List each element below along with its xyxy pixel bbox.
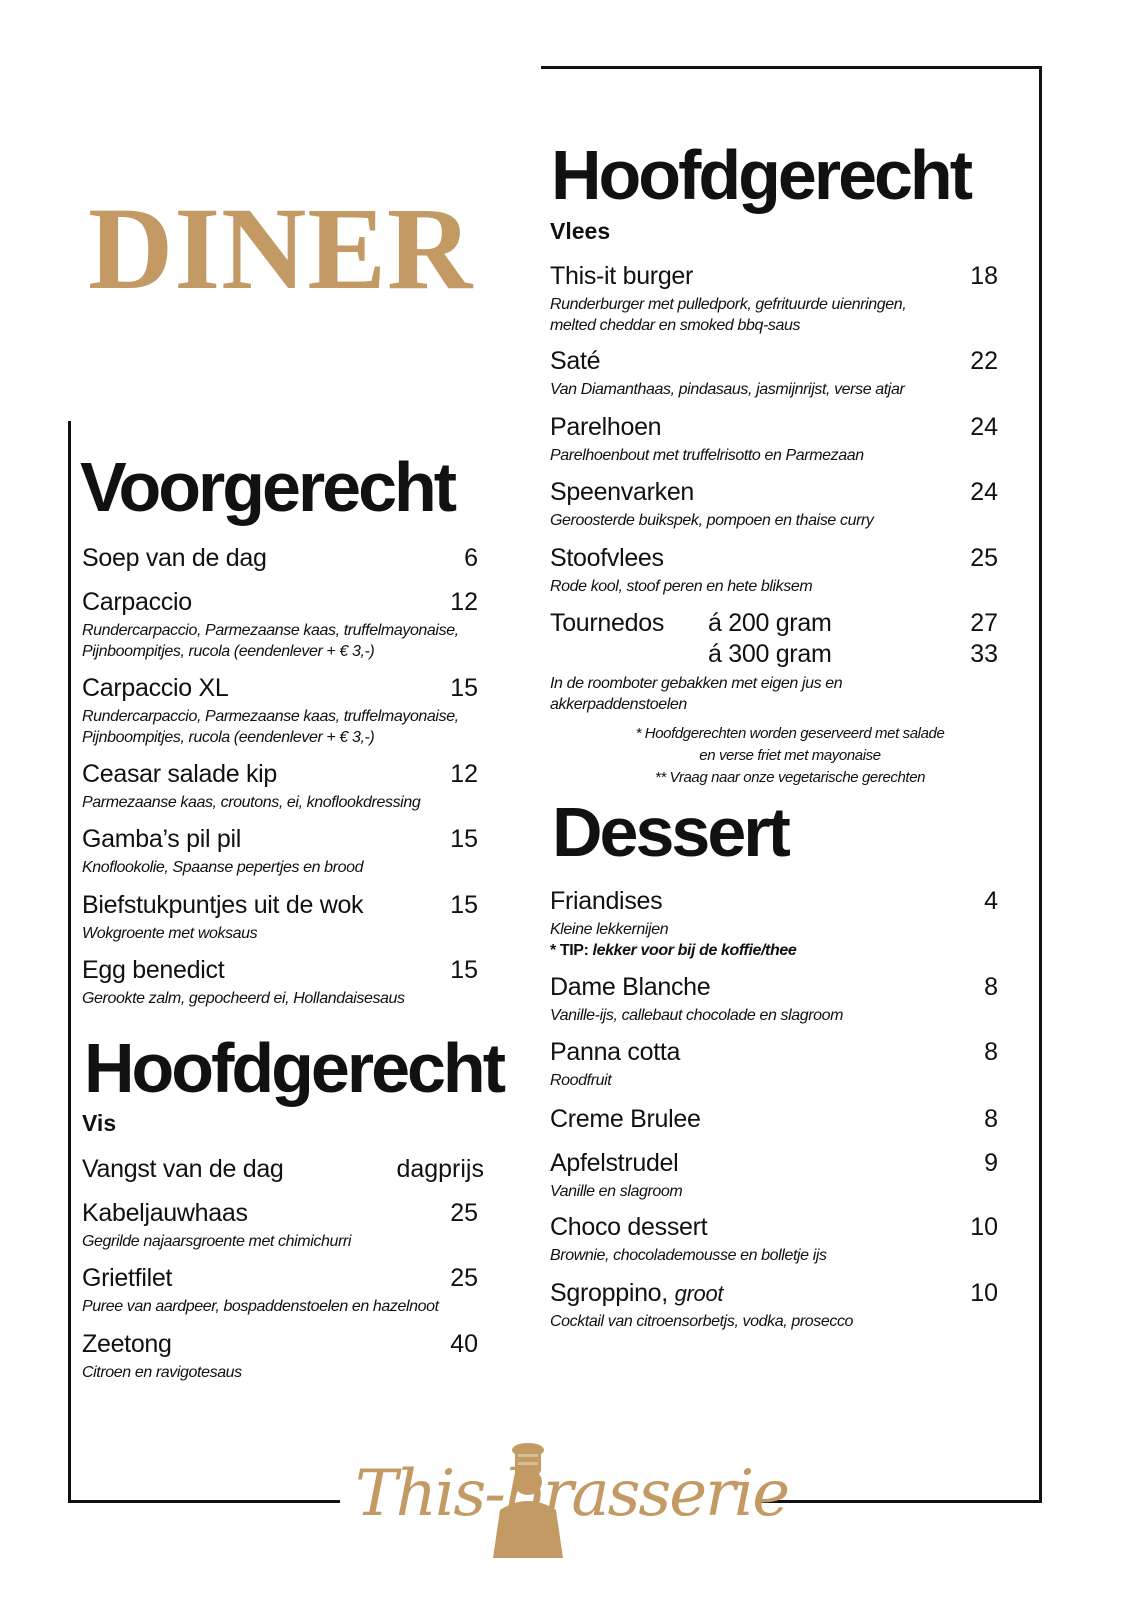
item-price: 12 <box>450 588 478 616</box>
item-price: 15 <box>450 891 478 919</box>
item-price: 12 <box>450 760 478 788</box>
item-description-line: Kleine lekkernijen <box>550 921 669 938</box>
frame-right-top-line <box>541 66 1042 69</box>
menu-item-grietfilet <box>82 1266 480 1317</box>
item-description-line: Pijnboompitjes, rucola (eendenlever + € 3,-) <box>82 643 375 660</box>
item-description <box>550 294 1000 336</box>
item-name: Soep van de dag <box>82 544 267 572</box>
logo-text: This-brasserie <box>355 1457 789 1531</box>
tournedos-option-200: á 200 gram <box>708 609 832 637</box>
tip-text: lekker voor bij de koffie/thee <box>592 942 797 959</box>
item-description: Gegrilde najaarsgroente met chimichurri <box>82 1233 351 1250</box>
menu-item-panna-cotta <box>550 1040 1000 1091</box>
item-tip-line <box>550 940 1000 961</box>
item-price: 6 <box>464 544 478 572</box>
item-description-line: Rundercarpaccio, Parmezaanse kaas, truffelmayonaise, <box>82 708 459 725</box>
item-price: 9 <box>984 1149 998 1177</box>
item-price: dagprijs <box>396 1155 484 1183</box>
item-description-line: akkerpaddenstoelen <box>550 696 687 713</box>
item-price: 10 <box>970 1279 998 1307</box>
item-description-line: Pijnboompitjes, rucola (eendenlever + € 3,-) <box>82 729 375 746</box>
menu-item-choco-dessert <box>550 1215 1000 1266</box>
item-price: 15 <box>450 956 478 984</box>
item-name: Kabeljauwhaas <box>82 1199 248 1227</box>
item-price: 25 <box>970 544 998 572</box>
item-description <box>82 706 480 748</box>
item-description: Parmezaanse kaas, croutons, ei, knoflookdressing <box>82 794 421 811</box>
item-price: 8 <box>984 1038 998 1066</box>
dessert-title: Dessert <box>552 793 788 871</box>
note-line: ** Vraag naar onze vegetarische gerechten <box>654 769 926 786</box>
item-description <box>550 673 842 715</box>
item-name: Carpaccio XL <box>82 674 229 702</box>
voorgerecht-title: Voorgerecht <box>80 448 455 526</box>
item-price: 40 <box>450 1330 478 1358</box>
menu-item-egg-benedict <box>82 958 480 1009</box>
menu-item-tournedos <box>550 611 1000 711</box>
item-description-line: In de roomboter gebakken met eigen jus en <box>550 675 843 692</box>
item-name: Vangst van de dag <box>82 1155 284 1183</box>
item-price: 15 <box>450 825 478 853</box>
menu-item-this-it-burger <box>550 264 1000 336</box>
menu-item-soep <box>82 546 480 571</box>
item-description-line: Rundercarpaccio, Parmezaanse kaas, truffelmayonaise, <box>82 622 459 639</box>
tournedos-option-300: á 300 gram <box>708 640 832 668</box>
tournedos-price-200: 27 <box>970 609 998 637</box>
tip-prefix: * TIP: <box>550 942 593 959</box>
item-price: 15 <box>450 674 478 702</box>
item-description: Citroen en ravigotesaus <box>82 1364 242 1381</box>
item-description: Vanille en slagroom <box>550 1183 683 1200</box>
item-name: Panna cotta <box>550 1038 681 1066</box>
menu-item-kabeljauwhaas <box>82 1201 480 1252</box>
menu-item-creme-brulee <box>550 1107 1000 1132</box>
item-name: Zeetong <box>82 1330 172 1358</box>
menu-item-ceasar-salade <box>82 762 480 813</box>
menu-item-apfelstrudel <box>550 1151 1000 1202</box>
item-description: Geroosterde buikspek, pompoen en thaise curry <box>550 512 874 529</box>
item-name: Saté <box>550 347 601 375</box>
item-name: Apfelstrudel <box>550 1149 679 1177</box>
hoofdgerecht-vlees-title: Hoofdgerecht <box>551 136 970 214</box>
item-name: Friandises <box>550 887 663 915</box>
item-name <box>550 1281 1000 1306</box>
item-description <box>550 919 1000 961</box>
item-name: Egg benedict <box>82 956 225 984</box>
item-price: 24 <box>970 413 998 441</box>
item-description: Parelhoenbout met truffelrisotto en Parmezaan <box>550 447 864 464</box>
menu-item-gambas <box>82 827 480 878</box>
item-description: Van Diamanthaas, pindasaus, jasmijnrijst, verse atjar <box>550 381 905 398</box>
item-name: Dame Blanche <box>550 973 711 1001</box>
item-name: Parelhoen <box>550 413 662 441</box>
menu-item-sgroppino <box>550 1281 1000 1332</box>
item-description: Vanille-ijs, callebaut chocolade en slagroom <box>550 1007 844 1024</box>
item-name: Stoofvlees <box>550 544 664 572</box>
frame-bottom-right-line <box>758 1500 1042 1503</box>
menu-item-vangst <box>82 1157 484 1182</box>
item-name: Choco dessert <box>550 1213 708 1241</box>
item-description: Cocktail van citroensorbetjs, vodka, prosecco <box>550 1313 854 1330</box>
item-name: Gamba’s pil pil <box>82 825 242 853</box>
menu-item-speenvarken <box>550 480 1000 531</box>
page-title: DINER <box>88 183 474 314</box>
item-name: Ceasar salade kip <box>82 760 278 788</box>
item-price: 10 <box>970 1213 998 1241</box>
frame-right-line <box>1039 66 1042 1503</box>
item-name: This-it burger <box>550 262 694 290</box>
note-line: * Hoofdgerechten worden geserveerd met salade <box>635 725 945 742</box>
menu-item-friandises <box>550 889 1000 961</box>
item-name-main: Sgroppino, <box>550 1279 675 1307</box>
item-description: Rode kool, stoof peren en hete bliksem <box>550 578 813 595</box>
frame-bottom-left-line <box>68 1500 340 1503</box>
note-line: en verse friet met mayonaise <box>699 747 881 764</box>
item-name-suffix: groot <box>674 1281 724 1306</box>
item-name: Speenvarken <box>550 478 695 506</box>
hoofdgerecht-vis-title: Hoofdgerecht <box>84 1029 503 1107</box>
item-name: Tournedos <box>550 609 665 637</box>
item-name: Grietfilet <box>82 1264 173 1292</box>
item-description: Puree van aardpeer, bospaddenstoelen en hazelnoot <box>82 1298 439 1315</box>
item-price: 25 <box>450 1264 478 1292</box>
item-price: 8 <box>984 973 998 1001</box>
menu-item-carpaccio-xl <box>82 676 480 748</box>
item-price: 8 <box>984 1105 998 1133</box>
item-description: Knoflookolie, Spaanse pepertjes en brood <box>82 859 364 876</box>
item-description: Gerookte zalm, gepocheerd ei, Hollandaisesaus <box>82 990 405 1007</box>
item-price: 18 <box>970 262 998 290</box>
menu-item-zeetong <box>82 1332 480 1383</box>
frame-left-line <box>68 421 71 1503</box>
item-description-line: melted cheddar en smoked bbq-saus <box>550 317 801 334</box>
item-price: 22 <box>970 347 998 375</box>
brasserie-logo <box>345 1440 789 1570</box>
menu-item-carpaccio <box>82 590 480 662</box>
vlees-subtitle: Vlees <box>550 218 611 244</box>
menu-item-stoofvlees <box>550 546 1000 597</box>
item-price: 4 <box>984 887 998 915</box>
item-name: Creme Brulee <box>550 1105 701 1133</box>
menu-item-sate <box>550 349 1000 400</box>
menu-item-biefstukpuntjes <box>82 893 480 944</box>
item-name: Carpaccio <box>82 588 192 616</box>
item-price: 25 <box>450 1199 478 1227</box>
item-description: Brownie, chocolademousse en bolletje ijs <box>550 1247 827 1264</box>
tournedos-price-300: 33 <box>970 640 998 668</box>
menu-item-dame-blanche <box>550 975 1000 1026</box>
menu-item-parelhoen <box>550 415 1000 466</box>
item-description: Wokgroente met woksaus <box>82 925 258 942</box>
item-description-line: Runderburger met pulledpork, gefrituurde uienringen, <box>550 296 907 313</box>
item-description <box>82 620 480 662</box>
item-price: 24 <box>970 478 998 506</box>
item-description: Roodfruit <box>550 1072 612 1089</box>
item-name: Biefstukpuntjes uit de wok <box>82 891 364 919</box>
vis-subtitle: Vis <box>82 1110 117 1136</box>
hoofdgerecht-notes <box>600 723 980 789</box>
